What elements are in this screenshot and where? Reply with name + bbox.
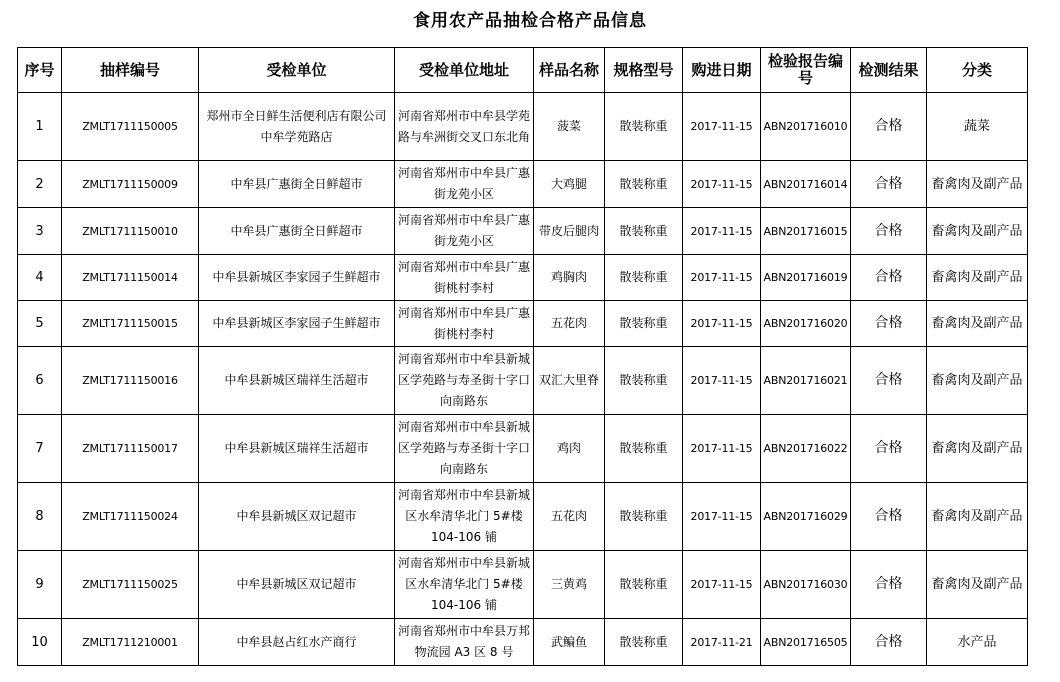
header-cell: 购进日期 <box>683 48 761 93</box>
spec-model: 散装称重 <box>605 208 683 255</box>
test-result: 合格 <box>851 347 927 415</box>
unit-address: 河南省郑州市中牟县广惠街龙苑小区 <box>395 208 534 255</box>
spec-model: 散装称重 <box>605 551 683 619</box>
sample-name: 三黄鸡 <box>534 551 605 619</box>
header-cell: 检测结果 <box>851 48 927 93</box>
table-row <box>18 301 1028 347</box>
category: 水产品 <box>927 619 1028 666</box>
unit-address: 河南省郑州市中牟县广惠街桃村李村 <box>395 301 534 347</box>
row-number: 9 <box>18 551 62 619</box>
sample-code: ZMLT1711150014 <box>62 255 199 301</box>
sample-code: ZMLT1711150009 <box>62 161 199 208</box>
table-row <box>18 619 1028 666</box>
header-cell: 规格型号 <box>605 48 683 93</box>
sample-name: 大鸡腿 <box>534 161 605 208</box>
inspected-unit: 中牟县新城区双记超市 <box>199 551 395 619</box>
category: 畜禽肉及副产品 <box>927 161 1028 208</box>
sample-code: ZMLT1711210001 <box>62 619 199 666</box>
header-cell: 抽样编号 <box>62 48 199 93</box>
test-result: 合格 <box>851 551 927 619</box>
inspected-unit: 中牟县广惠街全日鲜超市 <box>199 161 395 208</box>
test-result: 合格 <box>851 483 927 551</box>
unit-address: 河南省郑州市中牟县学苑路与牟洲街交叉口东北角 <box>395 93 534 161</box>
row-number: 4 <box>18 255 62 301</box>
sample-name: 鸡肉 <box>534 415 605 483</box>
unit-address: 河南省郑州市中牟县新城区学苑路与寿圣街十字口向南路东 <box>395 347 534 415</box>
inspection-table <box>17 47 1028 666</box>
table-row <box>18 551 1028 619</box>
category: 蔬菜 <box>927 93 1028 161</box>
table-row <box>18 255 1028 301</box>
test-result: 合格 <box>851 208 927 255</box>
table-row <box>18 483 1028 551</box>
sample-code: ZMLT1711150015 <box>62 301 199 347</box>
unit-address: 河南省郑州市中牟县新城区学苑路与寿圣街十字口向南路东 <box>395 415 534 483</box>
category: 畜禽肉及副产品 <box>927 347 1028 415</box>
purchase-date: 2017-11-15 <box>683 301 761 347</box>
inspected-unit: 中牟县新城区李家园子生鲜超市 <box>199 301 395 347</box>
table-row <box>18 208 1028 255</box>
sample-code: ZMLT1711150024 <box>62 483 199 551</box>
header-cell: 检验报告编号 <box>761 48 851 93</box>
row-number: 6 <box>18 347 62 415</box>
unit-address: 河南省郑州市中牟县新城区水牟清华北门 5#楼 104-106 铺 <box>395 551 534 619</box>
sample-code: ZMLT1711150017 <box>62 415 199 483</box>
test-result: 合格 <box>851 161 927 208</box>
inspected-unit: 中牟县广惠街全日鲜超市 <box>199 208 395 255</box>
report-number: ABN201716022 <box>761 415 851 483</box>
sample-name: 鸡胸肉 <box>534 255 605 301</box>
inspected-unit: 中牟县赵占红水产商行 <box>199 619 395 666</box>
purchase-date: 2017-11-21 <box>683 619 761 666</box>
inspected-unit: 中牟县新城区李家园子生鲜超市 <box>199 255 395 301</box>
table-row <box>18 347 1028 415</box>
row-number: 1 <box>18 93 62 161</box>
sample-name: 带皮后腿肉 <box>534 208 605 255</box>
category: 畜禽肉及副产品 <box>927 551 1028 619</box>
inspected-unit: 中牟县新城区瑞祥生活超市 <box>199 347 395 415</box>
table-row <box>18 93 1028 161</box>
category: 畜禽肉及副产品 <box>927 255 1028 301</box>
sample-code: ZMLT1711150010 <box>62 208 199 255</box>
row-number: 2 <box>18 161 62 208</box>
purchase-date: 2017-11-15 <box>683 161 761 208</box>
spec-model: 散装称重 <box>605 347 683 415</box>
test-result: 合格 <box>851 255 927 301</box>
report-number: ABN201716021 <box>761 347 851 415</box>
sample-code: ZMLT1711150005 <box>62 93 199 161</box>
report-number: ABN201716015 <box>761 208 851 255</box>
row-number: 5 <box>18 301 62 347</box>
sample-name: 菠菜 <box>534 93 605 161</box>
test-result: 合格 <box>851 301 927 347</box>
spec-model: 散装称重 <box>605 161 683 208</box>
purchase-date: 2017-11-15 <box>683 255 761 301</box>
purchase-date: 2017-11-15 <box>683 551 761 619</box>
unit-address: 河南省郑州市中牟县广惠街龙苑小区 <box>395 161 534 208</box>
test-result: 合格 <box>851 93 927 161</box>
category: 畜禽肉及副产品 <box>927 301 1028 347</box>
sample-code: ZMLT1711150016 <box>62 347 199 415</box>
category: 畜禽肉及副产品 <box>927 208 1028 255</box>
report-number: ABN201716020 <box>761 301 851 347</box>
report-number: ABN201716019 <box>761 255 851 301</box>
row-number: 8 <box>18 483 62 551</box>
spec-model: 散装称重 <box>605 93 683 161</box>
purchase-date: 2017-11-15 <box>683 415 761 483</box>
row-number: 10 <box>18 619 62 666</box>
spec-model: 散装称重 <box>605 301 683 347</box>
header-cell: 分类 <box>927 48 1028 93</box>
test-result: 合格 <box>851 415 927 483</box>
sample-code: ZMLT1711150025 <box>62 551 199 619</box>
header-cell: 受检单位 <box>199 48 395 93</box>
test-result: 合格 <box>851 619 927 666</box>
sample-name: 五花肉 <box>534 301 605 347</box>
inspected-unit: 中牟县新城区瑞祥生活超市 <box>199 415 395 483</box>
report-number: ABN201716014 <box>761 161 851 208</box>
unit-address: 河南省郑州市中牟县广惠街桃村李村 <box>395 255 534 301</box>
unit-address: 河南省郑州市中牟县新城区水牟清华北门 5#楼 104-106 铺 <box>395 483 534 551</box>
purchase-date: 2017-11-15 <box>683 483 761 551</box>
header-cell: 受检单位地址 <box>395 48 534 93</box>
report-number: ABN201716010 <box>761 93 851 161</box>
category: 畜禽肉及副产品 <box>927 483 1028 551</box>
purchase-date: 2017-11-15 <box>683 347 761 415</box>
inspected-unit: 郑州市全日鲜生活便利店有限公司中牟学苑路店 <box>199 93 395 161</box>
unit-address: 河南省郑州市中牟县万邦物流园 A3 区 8 号 <box>395 619 534 666</box>
header-cell: 样品名称 <box>534 48 605 93</box>
page-title: 食用农产品抽检合格产品信息 <box>413 11 647 31</box>
purchase-date: 2017-11-15 <box>683 93 761 161</box>
spec-model: 散装称重 <box>605 483 683 551</box>
report-number: ABN201716029 <box>761 483 851 551</box>
table-row <box>18 161 1028 208</box>
purchase-date: 2017-11-15 <box>683 208 761 255</box>
spec-model: 散装称重 <box>605 255 683 301</box>
category: 畜禽肉及副产品 <box>927 415 1028 483</box>
header-row <box>18 48 1028 93</box>
sample-name: 双汇大里脊 <box>534 347 605 415</box>
row-number: 3 <box>18 208 62 255</box>
sample-name: 五花肉 <box>534 483 605 551</box>
report-number: ABN201716505 <box>761 619 851 666</box>
inspected-unit: 中牟县新城区双记超市 <box>199 483 395 551</box>
sample-name: 武鳊鱼 <box>534 619 605 666</box>
header-cell: 序号 <box>18 48 62 93</box>
report-number: ABN201716030 <box>761 551 851 619</box>
spec-model: 散装称重 <box>605 619 683 666</box>
row-number: 7 <box>18 415 62 483</box>
spec-model: 散装称重 <box>605 415 683 483</box>
table-row <box>18 415 1028 483</box>
